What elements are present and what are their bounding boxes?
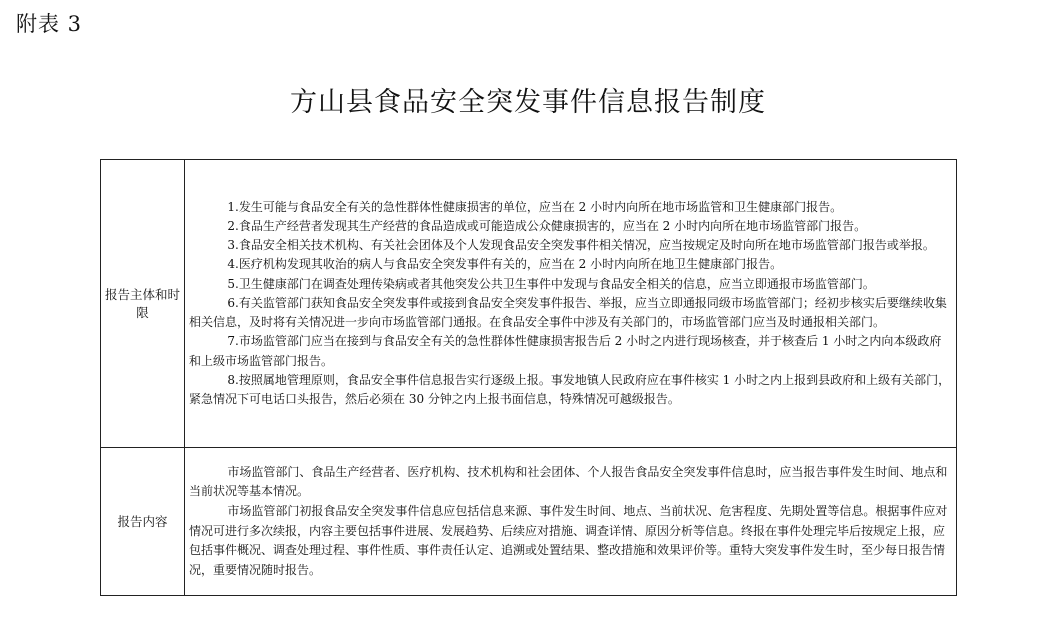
clause-5: 5.卫生健康部门在调查处理传染病或者其他突发公共卫生事件中发现与食品安全相关的信息，应当立即通报市场监管部门。 bbox=[227, 276, 875, 291]
table-row bbox=[101, 160, 957, 448]
clause-7: 7.市场监管部门应当在接到与食品安全有关的急性群体性健康损害报告后 2 小时之内进行现场核查，并于核查后 1 小时之内向本级政府和上级市场监管部门报告。 bbox=[189, 334, 942, 368]
document-title: 方山县食品安全突发事件信息报告制度 bbox=[290, 87, 766, 118]
report-system-table bbox=[100, 159, 957, 596]
appendix-label: 附表 3 bbox=[16, 12, 83, 36]
row-label-reporting-subject: 报告主体和时限 bbox=[101, 160, 185, 448]
clause-8: 8.按照属地管理原则，食品安全事件信息报告实行逐级上报。事发地镇人民政府应在事件核实 1 小时之内上报到县政府和上级有关部门，紧急情况下可电话口头报告，然后必须在 30 分钟之内上报书面信息，特殊情况可越级报告。 bbox=[189, 372, 951, 406]
content-paragraph-1: 市场监管部门、食品生产经营者、医疗机构、技术机构和社会团体、个人报告食品安全突发事件信息时，应当报告事件发生时间、地点和当前状况等基本情况。 bbox=[189, 464, 948, 499]
table-row bbox=[101, 448, 957, 596]
clause-4: 4.医疗机构发现其收治的病人与食品安全突发事件有关的，应当在 2 小时内向所在地卫生健康部门报告。 bbox=[227, 257, 783, 272]
content-paragraph-2: 市场监管部门初报食品安全突发事件信息应包括信息来源、事件发生时间、地点、当前状况、危害程度、先期处置等信息。根据事件应对情况可进行多次续报，内容主要包括事件进展、发展趋势、后续应对措施、调查详情、原因分析等信息。终报在事件处理完毕后按规定上报，应包括事件概况、调查处理过程、事件性质、事件责任认定、追溯或处置结果、整改措施和效果评价等。重特大突发事件发生时，至少每日报告情况，重要情况随时报告。 bbox=[189, 503, 948, 577]
clause-1: 1.发生可能与食品安全有关的急性群体性健康损害的单位，应当在 2 小时内向所在地市场监管和卫生健康部门报告。 bbox=[227, 199, 843, 214]
row-content-reporting-subject bbox=[185, 160, 957, 448]
row-label-report-content: 报告内容 bbox=[101, 448, 185, 596]
row-content-report-content bbox=[185, 448, 957, 596]
clause-6: 6.有关监管部门获知食品安全突发事件或接到食品安全突发事件报告、举报，应当立即通报同级市场监管部门；经初步核实后要继续收集相关信息，及时将有关情况进一步向市场监管部门通报。在食品安全事件中涉及有关部门的，市场监管部门应当及时通报相关部门。 bbox=[189, 295, 947, 330]
clause-2: 2.食品生产经营者发现其生产经营的食品造成或可能造成公众健康损害的，应当在 2 小时内向所在地市场监管部门报告。 bbox=[227, 219, 867, 234]
clause-3: 3.食品安全相关技术机构、有关社会团体及个人发现食品安全突发事件相关情况，应当按规定及时向所在地市场监管部门报告或举报。 bbox=[227, 238, 935, 253]
